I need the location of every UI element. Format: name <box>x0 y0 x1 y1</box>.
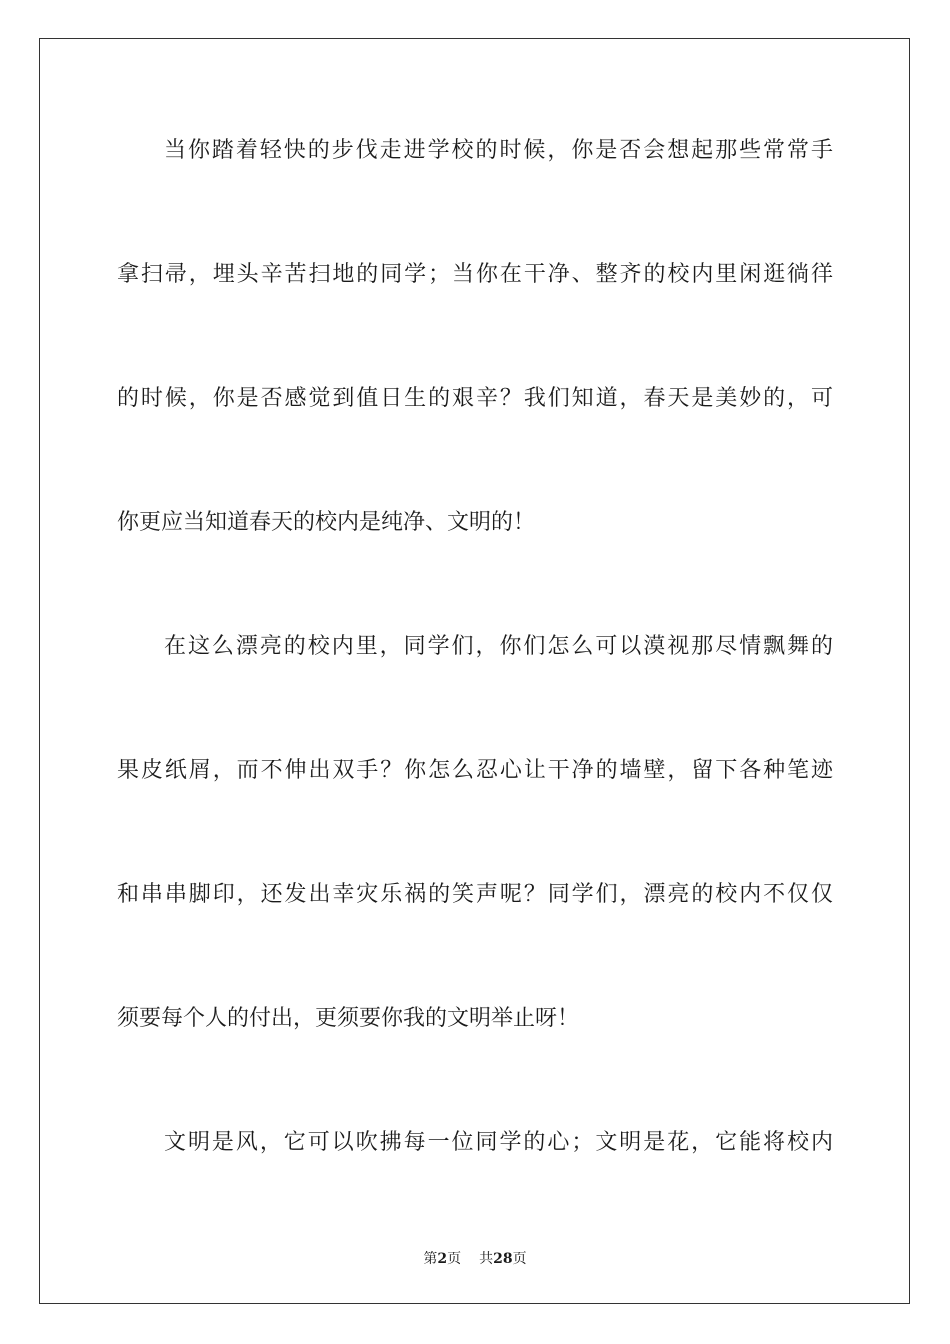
text-line: 和串串脚印，还发出幸灾乐祸的笑声呢？同学们，漂亮的校内不仅仅 <box>117 882 833 907</box>
page-footer <box>0 1248 950 1268</box>
text-line: 当你踏着轻快的步伐走进学校的时候，你是否会想起那些常常手 <box>164 138 833 163</box>
text-line: 的时候，你是否感觉到值日生的艰辛？我们知道，春天是美妙的，可 <box>117 386 833 411</box>
text-line: 果皮纸屑，而不伸出双手？你怎么忍心让干净的墙壁，留下各种笔迹 <box>117 758 833 783</box>
total-pages: 28 <box>493 1251 513 1267</box>
total-prefix: 共 <box>479 1251 494 1267</box>
text-line: 在这么漂亮的校内里，同学们，你们怎么可以漠视那尽情飘舞的 <box>164 634 833 659</box>
text-line: 你更应当知道春天的校内是纯净、文明的！ <box>117 510 536 535</box>
page-border <box>39 38 910 1304</box>
page-prefix: 第 <box>423 1251 438 1267</box>
page-number: 2 <box>437 1251 448 1267</box>
total-suffix: 页 <box>512 1251 527 1267</box>
text-line: 拿扫帚，埋头辛苦扫地的同学；当你在干净、整齐的校内里闲逛徜徉 <box>117 262 833 287</box>
text-line: 文明是风，它可以吹拂每一位同学的心；文明是花，它能将校内 <box>164 1130 833 1155</box>
text-line: 须要每个人的付出，更须要你我的文明举止呀！ <box>117 1006 580 1031</box>
page-suffix: 页 <box>447 1251 462 1267</box>
